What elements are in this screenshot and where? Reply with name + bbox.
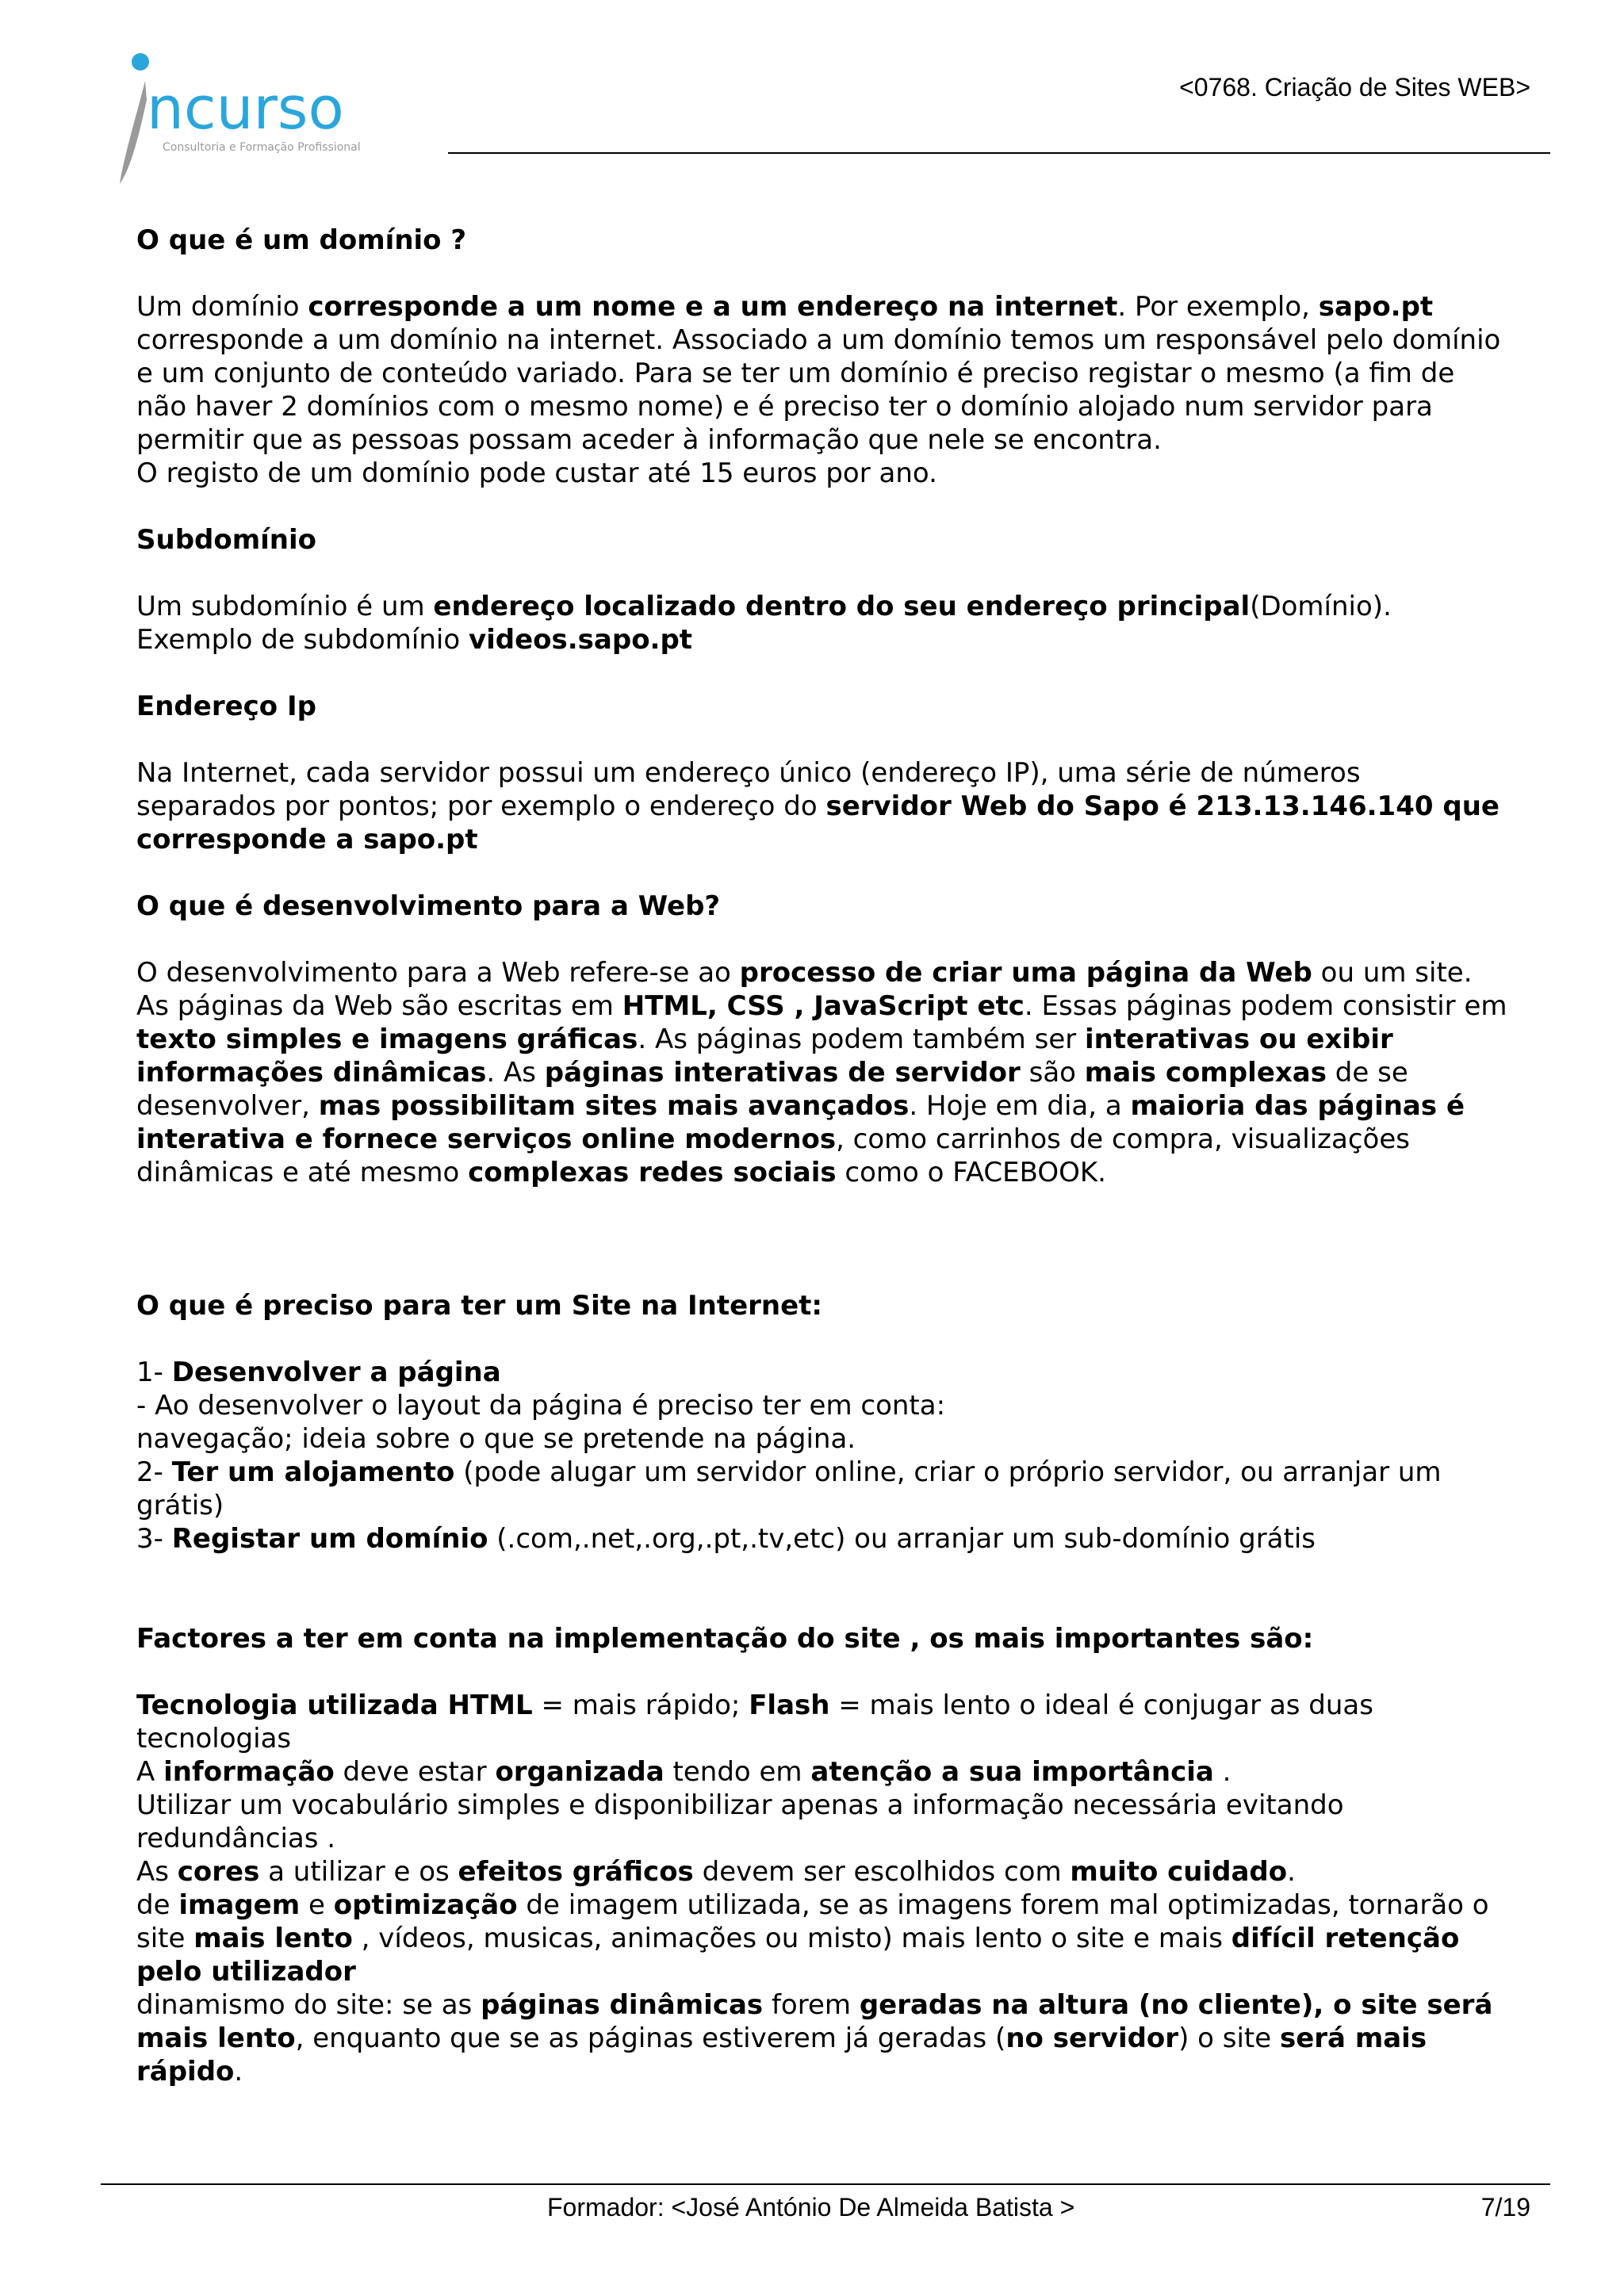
paragraph-line: tecnologias: [136, 1723, 292, 1755]
text-span: de se: [1326, 1057, 1408, 1089]
text-span: As páginas da Web são escritas em: [136, 990, 622, 1022]
bold-span: sapo.pt: [1318, 291, 1434, 323]
list-item: [136, 1522, 1556, 1556]
bold-span: efeitos gráficos: [458, 1856, 694, 1888]
bold-span: informações dinâmicas: [136, 1057, 487, 1089]
paragraph-line: - Ao desenvolver o layout da página é preciso ter em conta:: [136, 1390, 946, 1422]
heading-text: O que é um domínio ?: [136, 224, 467, 256]
bold-span: corresponde a sapo.pt: [136, 824, 478, 855]
course-title: <0768. Criação de Sites WEB>: [1179, 73, 1530, 101]
text-span: dinâmicas e até mesmo: [136, 1157, 469, 1188]
text-span: . Essas páginas podem consistir em: [1024, 990, 1507, 1022]
text-span: separados por pontos; por exemplo o endereço do: [136, 790, 826, 822]
bold-span: Desenvolver a página: [171, 1357, 501, 1388]
paragraph-line: [136, 1988, 1556, 2022]
paragraph-line: [136, 1888, 1556, 1922]
paragraph-line: [136, 590, 1556, 623]
text-span: Exemplo de subdomínio: [136, 624, 469, 656]
heading-dominio: [136, 224, 1556, 257]
bold-span: maioria das páginas é: [1130, 1090, 1465, 1122]
list-item: [136, 1356, 1556, 1389]
text-span: são: [1020, 1057, 1085, 1089]
heading-site-internet: [136, 1289, 1556, 1322]
heading-text: O que é preciso para ter um Site na Internet:: [136, 1290, 823, 1322]
heading-text: O que é desenvolvimento para a Web?: [136, 890, 721, 922]
text-span: (.com,.net,.org,.pt,.tv,etc) ou arranjar um sub-domínio grátis: [488, 1523, 1316, 1555]
bold-span: HTML, CSS , JavaScript etc: [622, 990, 1025, 1022]
paragraph-line: [136, 1755, 1556, 1789]
bold-span: optimização: [333, 1889, 518, 1921]
paragraph-line: [136, 1089, 1556, 1123]
heading-endereco-ip: [136, 690, 1556, 723]
logo-tagline: Consultoria e Formação Profissional: [163, 141, 361, 154]
logo-dot: [132, 53, 149, 71]
list-number: 3-: [136, 1523, 172, 1555]
paragraph-line: [136, 1689, 1556, 1722]
paragraph-line: grátis): [136, 1490, 224, 1521]
text-span: de: [136, 1889, 179, 1921]
text-span: . As: [486, 1057, 545, 1089]
paragraph-line: navegação; ideia sobre o que se pretende na página.: [136, 1423, 856, 1455]
bold-span: mas possibilitam sites mais avançados: [318, 1090, 910, 1122]
bold-span: interativa e fornece serviços online modernos: [136, 1123, 837, 1155]
heading-subdominio: [136, 523, 1556, 557]
paragraph-line: [136, 2055, 1556, 2088]
paragraph-line: [136, 989, 1556, 1023]
text-span: .: [234, 2056, 243, 2087]
text-span: . Por exemplo,: [1117, 291, 1319, 323]
bold-span: organizada: [495, 1756, 665, 1788]
footer-author: Formador: <José António De Almeida Batista >: [547, 2193, 1075, 2221]
text-span: As: [136, 1856, 178, 1888]
bold-span: Flash: [749, 1689, 830, 1721]
logo-wordmark: ncurso: [147, 75, 344, 143]
paragraph-line: [136, 790, 1556, 823]
paragraph-line: [136, 1156, 1556, 1189]
logo-swoosh: [120, 81, 147, 184]
text-span: a utilizar e os: [259, 1856, 458, 1888]
bold-span: Ter um alojamento: [171, 1456, 455, 1488]
text-span: . Hoje em dia, a: [909, 1090, 1131, 1122]
bold-span: cores: [177, 1856, 260, 1888]
paragraph-line: e um conjunto de conteúdo variado. Para se ter um domínio é preciso registar o mesmo (a fim de: [136, 358, 1455, 389]
paragraph-line: [136, 290, 1556, 323]
bold-span: corresponde a um nome e a um endereço na internet: [308, 291, 1118, 323]
bold-span: interativas ou exibir: [1085, 1024, 1393, 1055]
bold-span: complexas redes sociais: [468, 1157, 837, 1188]
text-span: O desenvolvimento para a Web refere-se ao: [136, 957, 740, 989]
heading-factores: [136, 1622, 1556, 1655]
text-span: .: [1287, 1856, 1296, 1888]
text-span: , vídeos, musicas, animações ou misto) mais lento o site e mais: [352, 1923, 1231, 1954]
text-span: = mais lento o ideal é conjugar as duas: [829, 1689, 1373, 1721]
text-span: Um subdomínio é um: [136, 591, 434, 622]
heading-text: Endereço Ip: [136, 691, 316, 722]
bold-span: imagem: [178, 1889, 301, 1921]
paragraph-line: [136, 1056, 1556, 1089]
text-span: site: [136, 1923, 194, 1954]
bold-span: mais lento: [136, 2022, 296, 2054]
bold-span: páginas interativas de servidor: [544, 1057, 1021, 1089]
paragraph-line: permitir que as pessoas possam aceder à informação que nele se encontra.: [136, 424, 1162, 456]
bold-span: no servidor: [1005, 2022, 1179, 2054]
text-span: como o FACEBOOK.: [836, 1157, 1106, 1188]
text-span: de imagem utilizada, se as imagens forem mal optimizadas, tornarão o: [517, 1889, 1489, 1921]
heading-desenvolvimento-web: [136, 890, 1556, 923]
text-span: forem: [763, 1989, 860, 2021]
bold-span: Tecnologia utilizada HTML: [136, 1689, 533, 1721]
document-body: [136, 224, 1556, 2088]
list-item: [136, 1456, 1556, 1489]
paragraph-line: Utilizar um vocabulário simples e disponibilizar apenas a informação necessária evitando: [136, 1789, 1344, 1821]
bold-span: rápido: [136, 2056, 235, 2087]
text-span: e: [300, 1889, 334, 1921]
paragraph-line: [136, 823, 1556, 856]
bold-span: servidor Web do Sapo é 213.13.146.140 que: [825, 790, 1500, 822]
bold-span: videos.sapo.pt: [468, 624, 693, 656]
paragraph-line: [136, 1855, 1556, 1888]
list-number: 1-: [136, 1357, 172, 1388]
text-span: A: [136, 1756, 164, 1788]
paragraph-line: [136, 623, 1556, 656]
paragraph-line: [136, 956, 1556, 989]
text-span: devem ser escolhidos com: [693, 1856, 1071, 1888]
text-span: .: [1213, 1756, 1231, 1788]
list-number: 2-: [136, 1456, 172, 1488]
bold-span: mais lento: [193, 1923, 353, 1954]
paragraph-line: não haver 2 domínios com o mesmo nome) e é preciso ter o domínio alojado num servidor para: [136, 391, 1433, 423]
text-span: . As páginas podem também ser: [638, 1024, 1086, 1055]
header-divider: [448, 152, 1550, 154]
text-span: , enquanto que se as páginas estiverem já geradas (: [295, 2022, 1006, 2054]
text-span: ) o site: [1178, 2022, 1280, 2054]
text-span: = mais rápido;: [532, 1689, 749, 1721]
bold-span: endereço localizado dentro do seu endereço principal: [433, 591, 1251, 622]
paragraph-line: [136, 1123, 1556, 1156]
bold-span: Registar um domínio: [171, 1523, 488, 1555]
paragraph-line: Na Internet, cada servidor possui um endereço único (endereço IP), uma série de números: [136, 757, 1361, 789]
text-span: (pode alugar um servidor online, criar o próprio servidor, ou arranjar um: [454, 1456, 1442, 1488]
paragraph-line: redundâncias .: [136, 1823, 336, 1854]
text-span: deve estar: [334, 1756, 496, 1788]
paragraph-line: O registo de um domínio pode custar até 15 euros por ano.: [136, 457, 937, 489]
bold-span: mais complexas: [1084, 1057, 1327, 1089]
paragraph-line: [136, 1922, 1556, 1955]
bold-span: texto simples e imagens gráficas: [136, 1024, 638, 1055]
text-span: desenvolver,: [136, 1090, 319, 1122]
bold-span: será mais: [1279, 2022, 1427, 2054]
text-span: ou um site.: [1312, 957, 1473, 989]
bold-span: geradas na altura (no cliente), o site será: [859, 1989, 1493, 2021]
text-span: dinamismo do site: se as: [136, 1989, 481, 2021]
text-span: , como carrinhos de compra, visualizações: [836, 1123, 1410, 1155]
logo-graphic: [115, 49, 400, 192]
paragraph-line: [136, 1023, 1556, 1056]
paragraph-line: [136, 2022, 1556, 2055]
bold-span: pelo utilizador: [136, 1956, 356, 1988]
heading-text: Subdomínio: [136, 524, 317, 556]
text-span: tendo em: [664, 1756, 811, 1788]
bold-span: difícil retenção: [1231, 1923, 1460, 1954]
bold-span: processo de criar uma página da Web: [739, 957, 1312, 989]
bold-span: páginas dinâmicas: [481, 1989, 764, 2021]
paragraph-line: corresponde a um domínio na internet. Associado a um domínio temos um responsável pelo domínio: [136, 324, 1501, 356]
text-span: Um domínio: [136, 291, 308, 323]
heading-text: Factores a ter em conta na implementação do site , os mais importantes são:: [136, 1623, 1314, 1655]
bold-span: atenção a sua importância: [810, 1756, 1214, 1788]
incurso-logo: [115, 49, 400, 192]
text-span: (Domínio).: [1250, 591, 1392, 622]
paragraph-line: [136, 1955, 1556, 1988]
footer-divider: [101, 2183, 1550, 2185]
bold-span: muito cuidado: [1070, 1856, 1288, 1888]
page-number: 7/19: [1480, 2193, 1530, 2221]
bold-span: informação: [163, 1756, 335, 1788]
